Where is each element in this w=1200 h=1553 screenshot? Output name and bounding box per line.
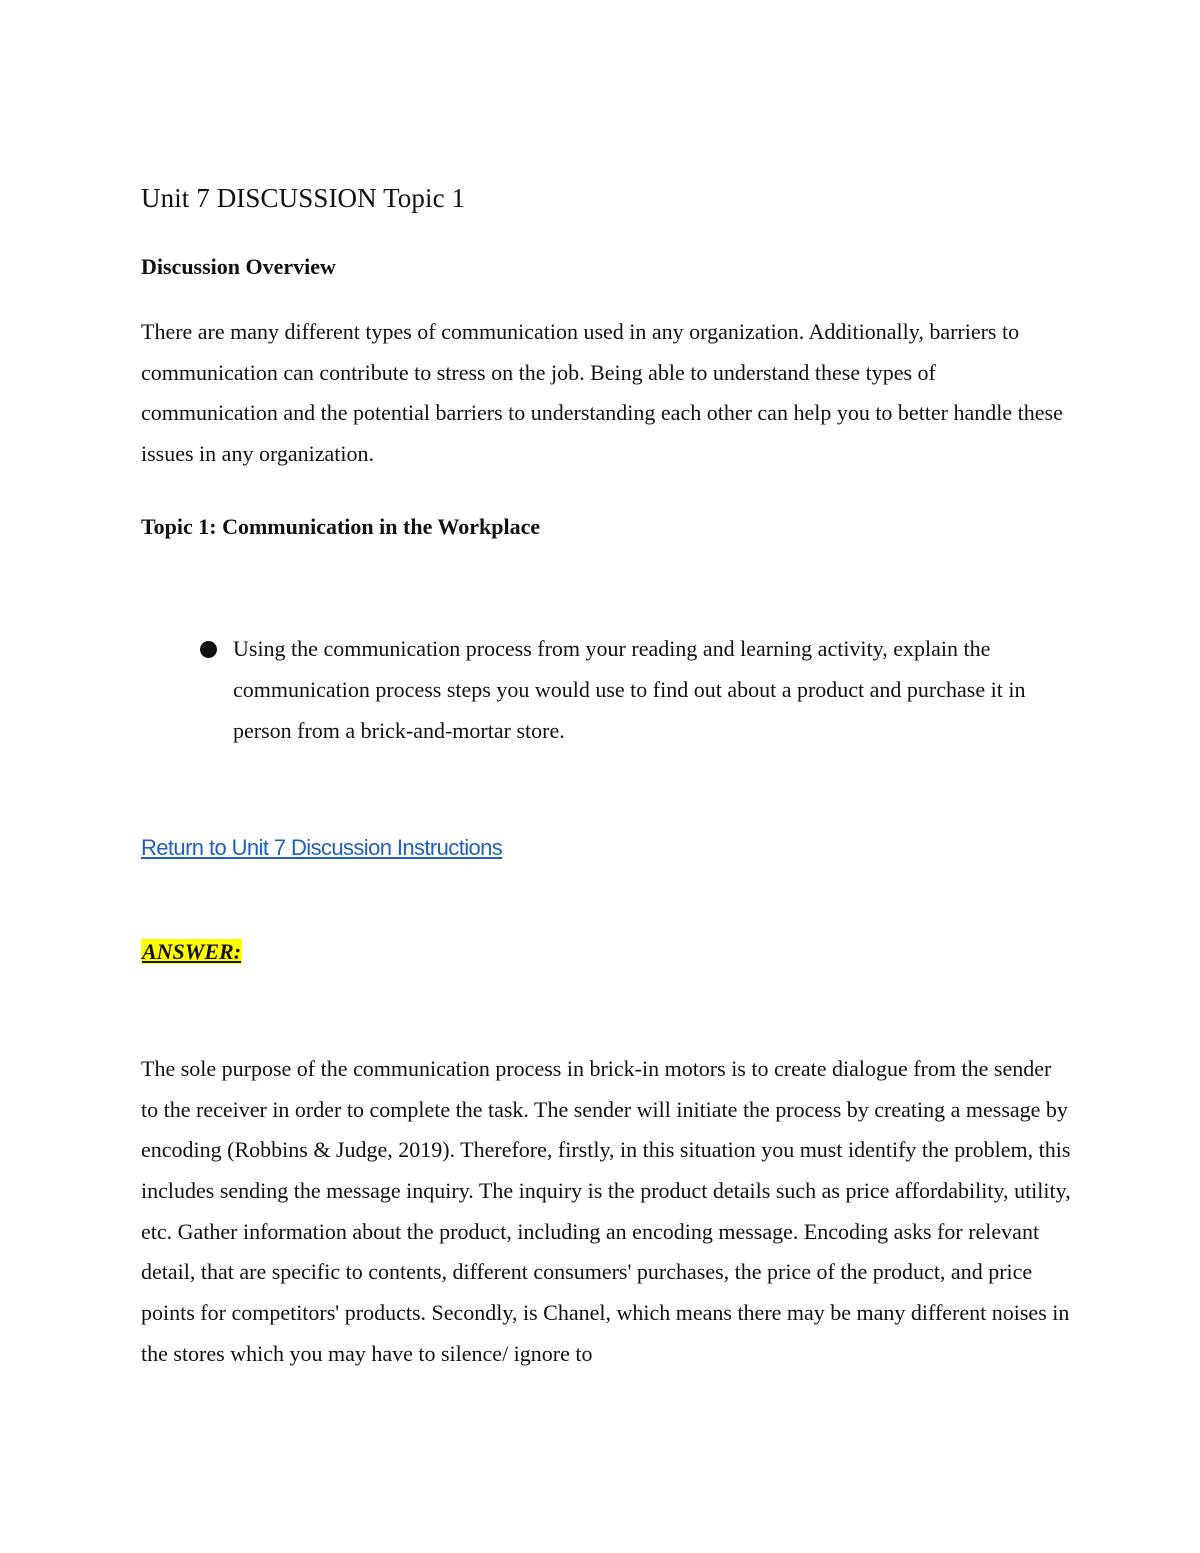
topic-bullet-text: Using the communication process from your reading and learning activity, explain the communication process steps you would use to find out about a product and purchase it in person from a brick-and-mortar store.: [233, 635, 1026, 743]
bullet-dot-icon: [200, 641, 217, 658]
return-to-instructions-link[interactable]: Return to Unit 7 Discussion Instructions: [141, 834, 503, 860]
discussion-overview-paragraph: There are many different types of communication used in any organization. Additionally, barriers to communication can contribute to stress on the job. Being able to understand these types of communication and the potential barriers to understanding each other can help you to better handle these issues in any organization.: [141, 319, 1063, 467]
answer-label: ANSWER:: [142, 938, 242, 964]
topic-heading: Topic 1: Communication in the Workplace: [141, 513, 541, 539]
document-title: Unit 7 DISCUSSION Topic 1: [141, 183, 466, 213]
topic-bullet-item: [141, 628, 1071, 751]
answer-label-row: [141, 937, 1071, 970]
answer-paragraph: The sole purpose of the communication process in brick-in motors is to create dialogue from the sender to the receiver in order to complete the task. The sender will initiate the process by creating a message by encoding (Robbins & Judge, 2019). Therefore, firstly, in this situation you must identify the problem, this includes sending the message inquiry. The inquiry is the product details such as price affordability, utility, etc. Gather information about the product, including an encoding message. Encoding asks for relevant detail, that are specific to contents, different consumers' purchases, the price of the product, and price points for competitors' products. Secondly, is Chanel, which means there may be many different noises in the stores which you may have to silence/ ignore to: [141, 1055, 1071, 1366]
document-content: [141, 178, 1071, 1374]
topic-bullet-list: [141, 628, 1071, 751]
discussion-overview-heading: Discussion Overview: [141, 254, 336, 279]
